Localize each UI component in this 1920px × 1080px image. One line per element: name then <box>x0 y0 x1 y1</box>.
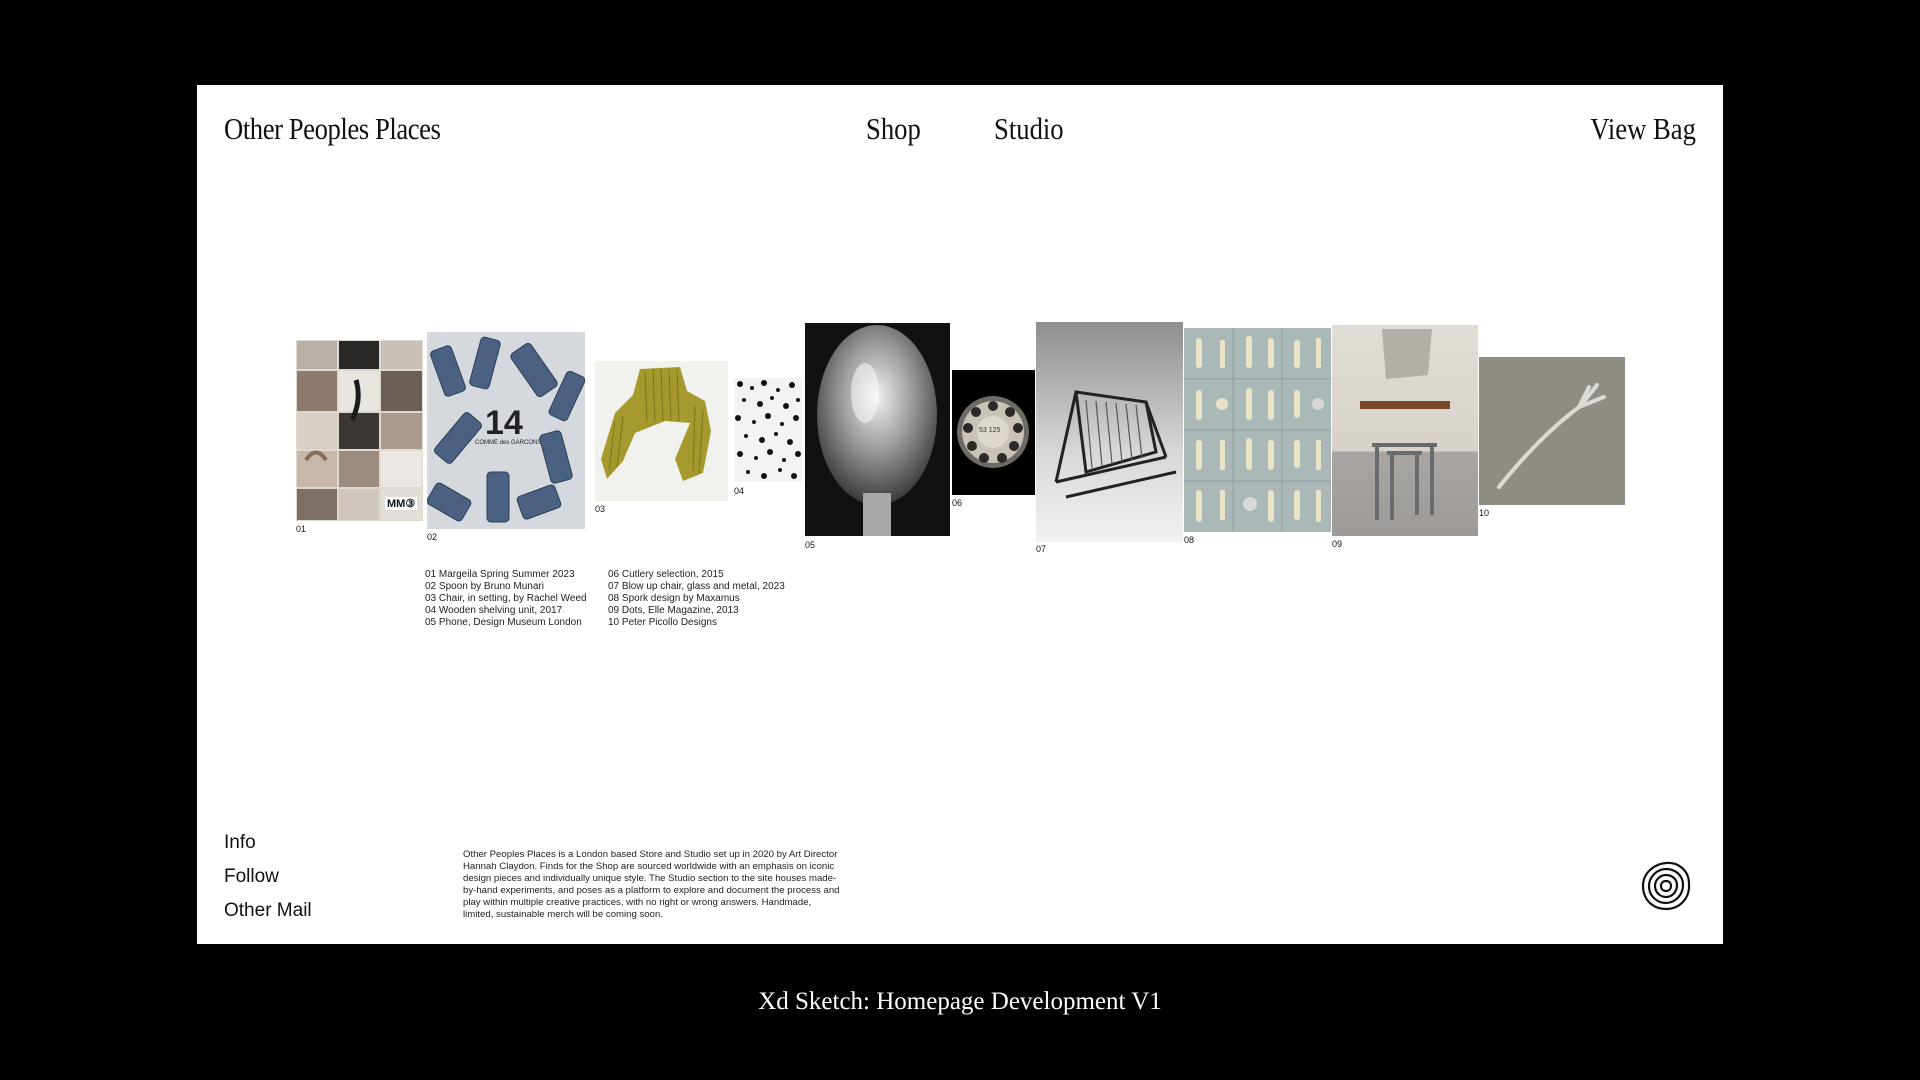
caption-line: 05 Phone, Design Museum London <box>425 617 582 628</box>
gallery-image-01[interactable] <box>296 340 423 521</box>
caption-line: 01 Margeila Spring Summer 2023 <box>425 569 575 580</box>
badge-brand-text: COMME des GARCONS <box>475 440 542 446</box>
gallery-number-08: 08 <box>1184 535 1195 545</box>
nav-studio[interactable]: Studio <box>994 111 1064 146</box>
dial-label: 53 125 <box>979 427 1001 434</box>
caption-line: 07 Blow up chair, glass and metal, 2023 <box>608 581 785 592</box>
gallery-image-06[interactable] <box>952 370 1035 495</box>
gallery-image-08[interactable] <box>1184 328 1331 532</box>
footer-links <box>224 826 312 928</box>
gallery-image-07[interactable] <box>1036 322 1183 542</box>
gallery-number-03: 03 <box>595 504 606 514</box>
caption-line: 06 Cutlery selection, 2015 <box>608 569 724 580</box>
view-bag-link[interactable]: View Bag <box>1590 111 1696 146</box>
badge-number: 14 <box>485 404 523 442</box>
footer-link-info[interactable]: Info <box>224 832 256 853</box>
slide-title: Xd Sketch: Homepage Development V1 <box>758 988 1162 1015</box>
gallery-image-03[interactable] <box>595 361 728 501</box>
caption-line: 04 Wooden shelving unit, 2017 <box>425 605 563 616</box>
gallery-number-07: 07 <box>1036 544 1047 554</box>
gallery-image-04[interactable] <box>734 378 802 482</box>
captions-column-2 <box>608 569 785 629</box>
gallery-number-10: 10 <box>1479 508 1490 518</box>
gallery-image-10[interactable] <box>1479 357 1625 505</box>
footer-link-follow[interactable]: Follow <box>224 866 279 887</box>
gallery-image-05[interactable] <box>805 323 950 536</box>
caption-line: 09 Dots, Elle Magazine, 2013 <box>608 605 739 616</box>
caption-line: 10 Peter Picollo Designs <box>608 617 717 628</box>
gallery-image-02[interactable] <box>427 332 585 529</box>
gallery-number-06: 06 <box>952 498 963 508</box>
about-text: Other Peoples Places is a London based Store and Studio set up in 2020 by Art Director Hannah Claydon. Finds for the Shop are sourced worldwide with an emphasis on iconic design pieces and individually unique style. The Studio section to the site houses made-by-hand experiments, and poses as a platform to explore and document the process and play within multiple creative practices, with no right or wrong answers. Handmade, limited, sustainable merch will be coming soon. <box>463 849 840 921</box>
caption-line: 03 Chair, in setting, by Rachel Weed <box>425 593 587 604</box>
footer-link-other-mail[interactable]: Other Mail <box>224 900 312 921</box>
gallery-number-05: 05 <box>805 540 816 550</box>
homepage-artboard <box>197 85 1723 944</box>
brand-logo-text[interactable]: Other Peoples Places <box>224 111 441 146</box>
nav-shop[interactable]: Shop <box>866 111 921 146</box>
gallery-number-02: 02 <box>427 532 438 542</box>
gallery-number-01: 01 <box>296 524 307 534</box>
captions-column-1 <box>425 569 587 629</box>
brand-swirl-icon[interactable] <box>1640 860 1692 912</box>
brand-badge: MM③ <box>387 498 416 510</box>
caption-line: 08 Spork design by Maxamus <box>608 593 740 604</box>
gallery-image-09[interactable] <box>1332 325 1478 536</box>
caption-line: 02 Spoon by Bruno Munari <box>425 581 544 592</box>
gallery-number-04: 04 <box>734 486 745 496</box>
gallery-number-09: 09 <box>1332 539 1343 549</box>
